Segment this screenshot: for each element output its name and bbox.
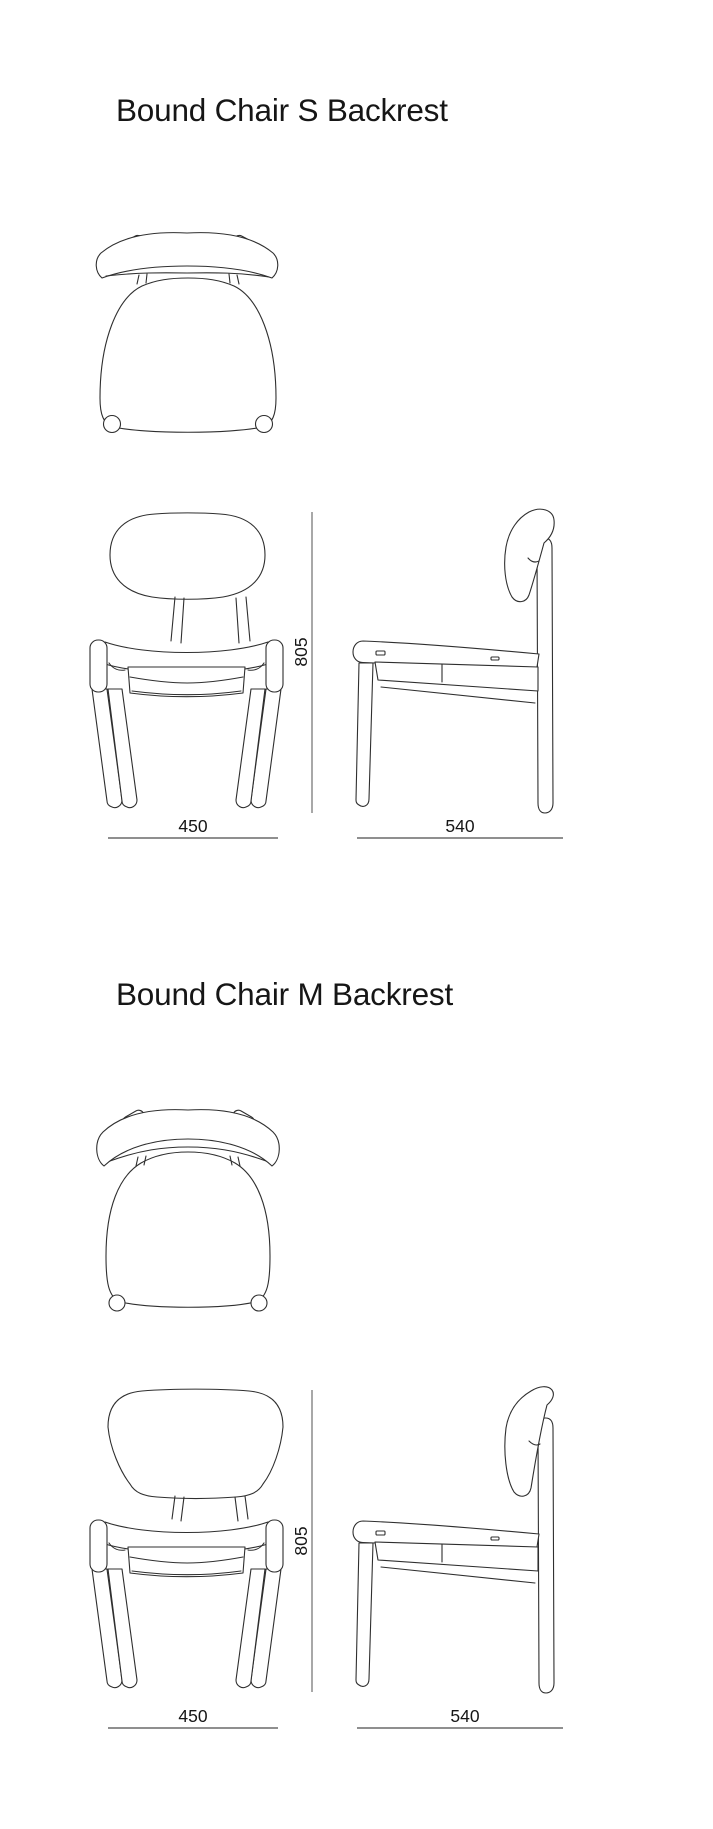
back-posts [172,1496,248,1521]
front-view-drawing [85,1383,320,1733]
rear-leg [537,538,553,813]
seat-top [106,1152,270,1311]
chair-top-view [96,233,278,433]
front-leg [356,1543,373,1686]
side-view-drawing [345,1383,570,1733]
width-dimension-label: 450 [178,816,208,836]
width-dimension-label: 450 [178,1706,208,1726]
seat-top [100,278,276,433]
backrest-inner-edge [106,273,269,277]
seat-profile [353,1521,539,1583]
depth-dimension [357,816,563,838]
section-title: Bound Chair M Backrest [116,976,453,1012]
depth-dimension-label: 540 [445,816,475,836]
height-dimension-label: 805 [291,637,311,667]
leg-knob-right [266,1520,283,1572]
backrest [110,513,265,599]
height-dimension [291,512,312,813]
front-foot-right [251,1295,267,1311]
width-dimension [108,1706,278,1728]
front-foot-right [256,416,273,433]
apron-side [375,1542,538,1571]
leg-knob-left [90,640,107,692]
chair-side-view [353,509,554,813]
legs [92,689,281,808]
front-foot-left [109,1295,125,1311]
front-foot-left [104,416,121,433]
depth-dimension [357,1706,563,1728]
side-view-drawing [345,505,570,850]
width-dimension [108,816,278,838]
seat [90,640,283,697]
rear-leg [538,1418,554,1693]
chair-side-view [353,1387,554,1693]
seat-profile [353,641,539,703]
height-dimension [291,1390,312,1692]
seat [90,1520,283,1577]
chair-top-view [97,1108,280,1311]
leg-knob-right [266,640,283,692]
height-dimension-label: 805 [291,1526,311,1556]
apron-side [375,662,538,691]
backrest-band [96,233,278,278]
top-view-drawing [92,228,284,438]
backrest [108,1389,283,1498]
chair-front-view [90,513,283,808]
front-leg [356,663,373,806]
legs [92,1569,281,1688]
chair-front-view [90,1389,283,1687]
front-view-drawing [85,505,320,850]
section-title: Bound Chair S Backrest [116,92,448,128]
top-view-drawing [92,1106,284,1318]
back-posts [171,597,250,643]
depth-dimension-label: 540 [450,1706,480,1726]
leg-knob-left [90,1520,107,1572]
